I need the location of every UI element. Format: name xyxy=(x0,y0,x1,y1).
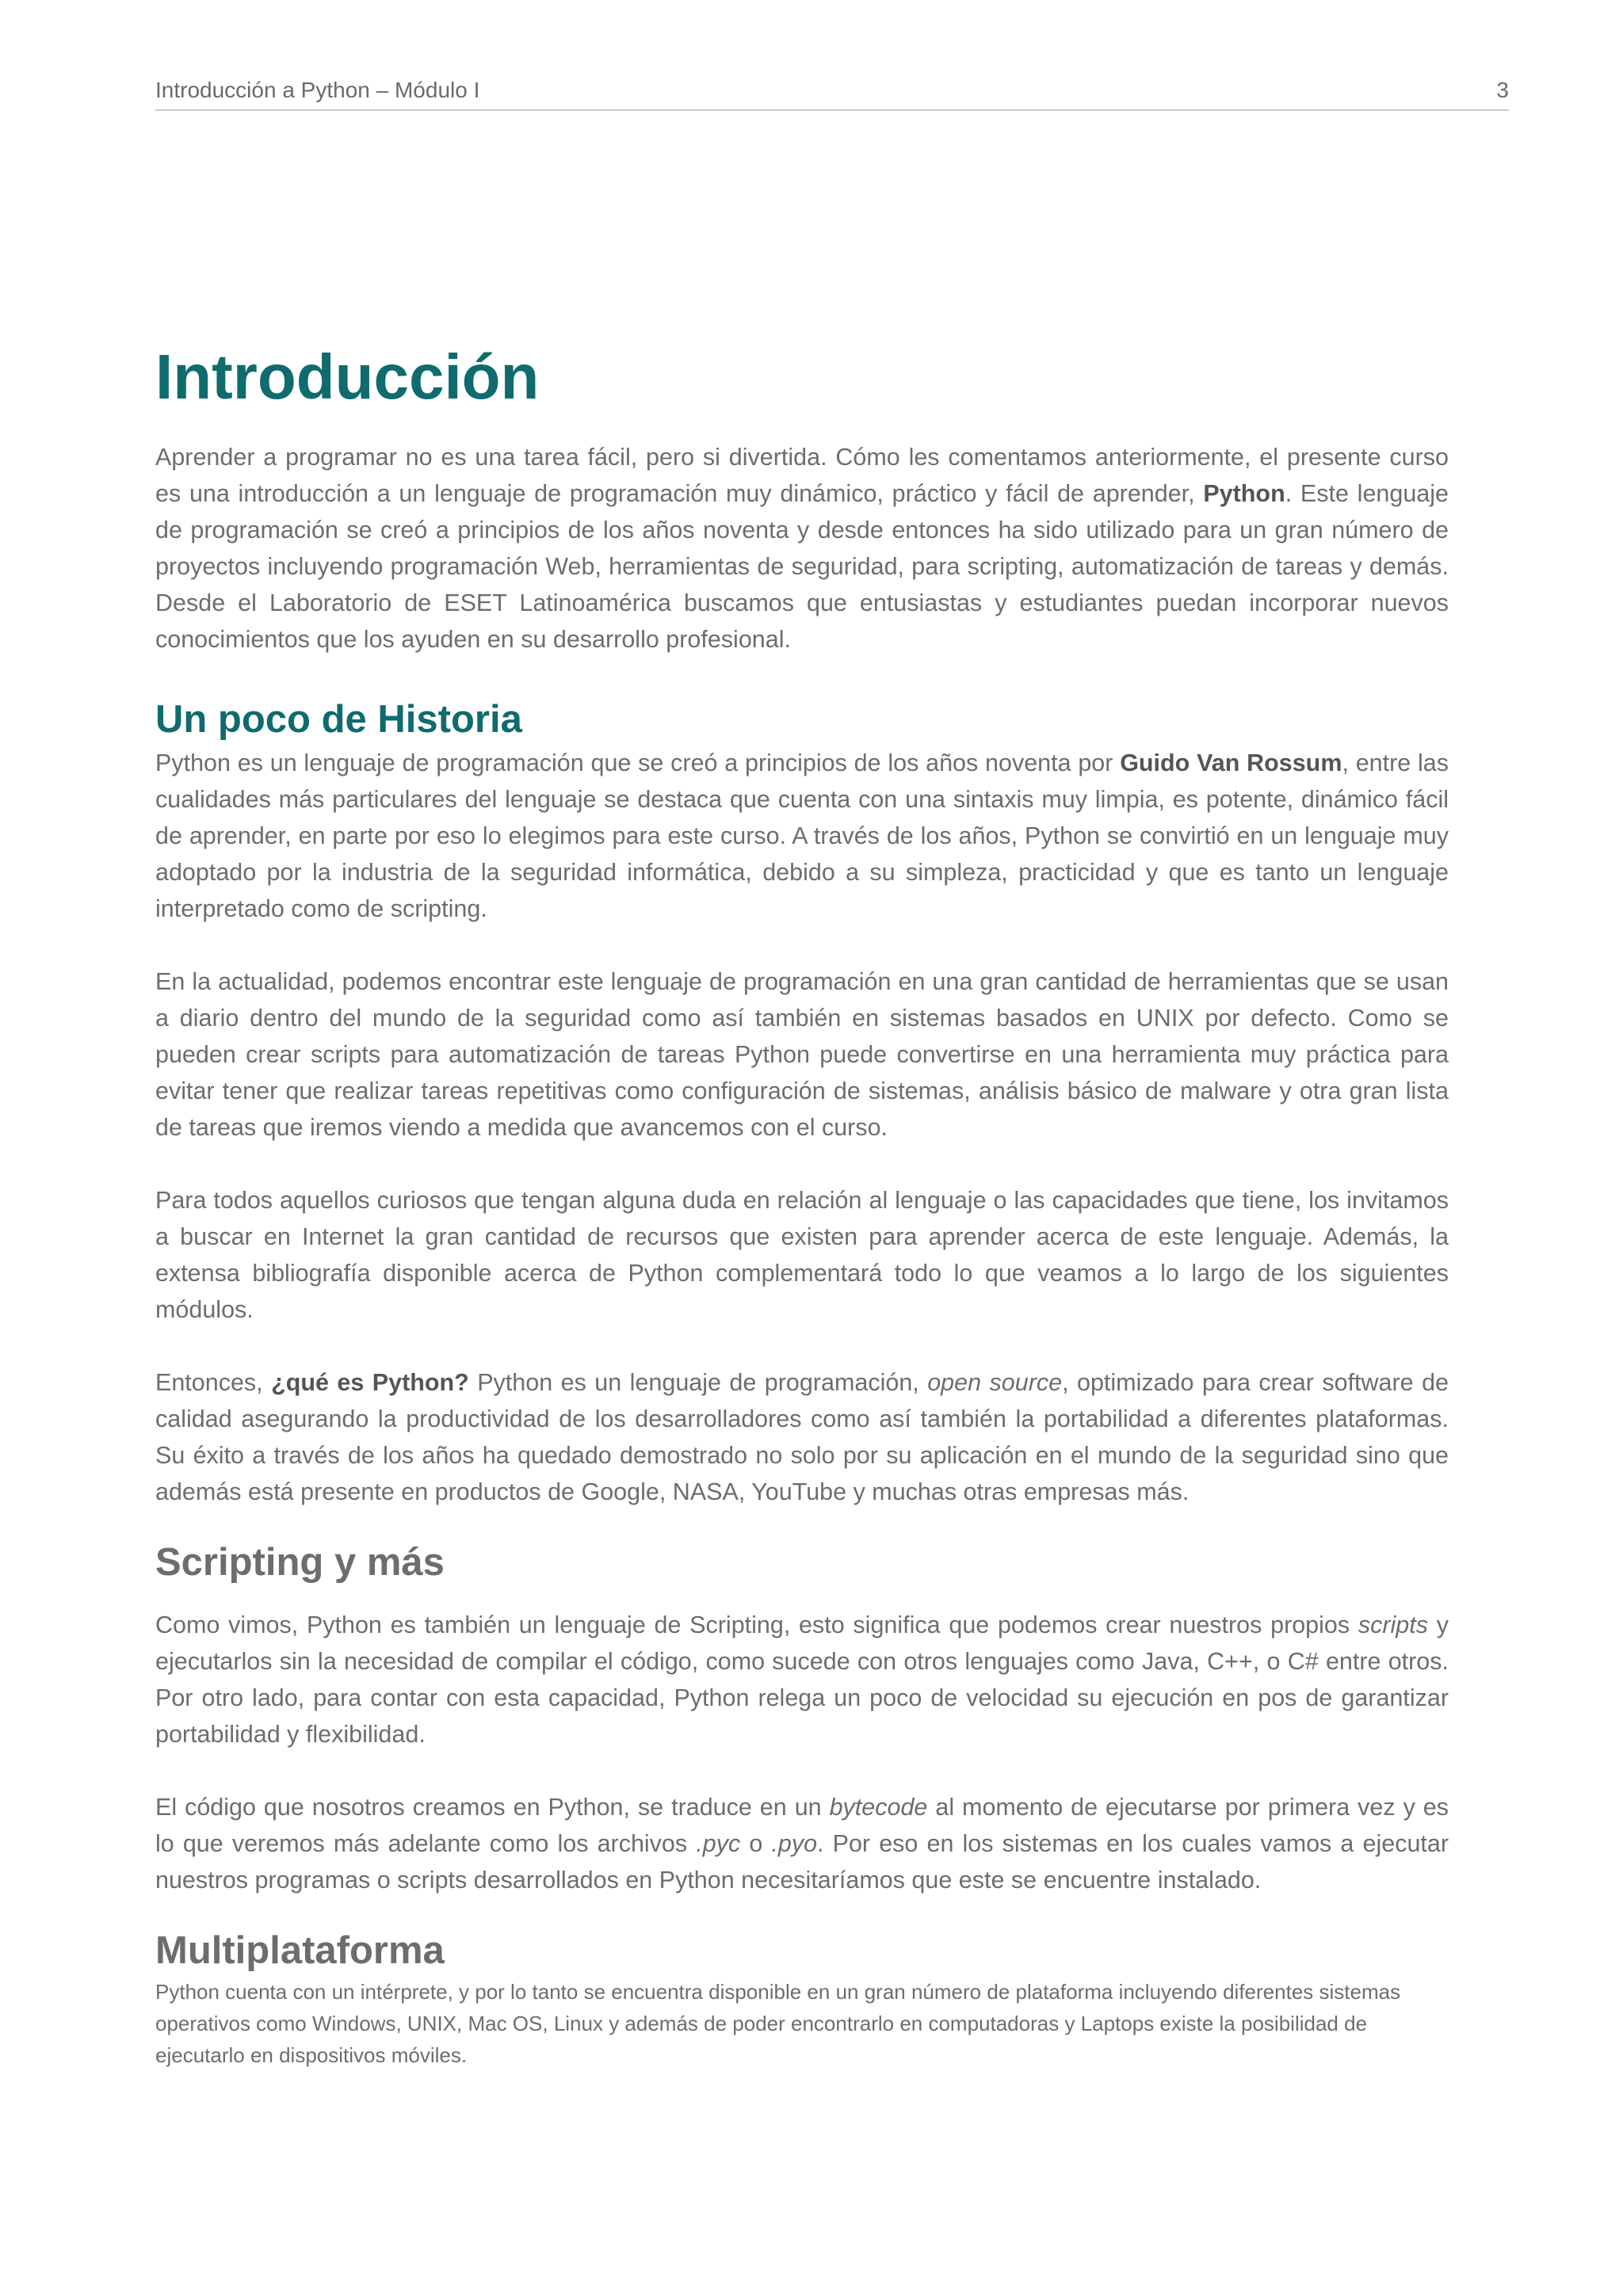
paragraph-historia-2: En la actualidad, podemos encontrar este lenguaje de programación en una gran cantidad de herramientas que se usan a diario dentro del mundo de la seguridad como así también en sistemas basados en UNIX por defecto. Como se pueden crear scripts para automatización de tareas Python puede convertirse en una herramienta muy práctica para evitar tener que realizar tareas repetitivas como configuración de sistemas, análisis básico de malware y otra gran lista de tareas que iremos viendo a medida que avancemos con el curso. xyxy=(155,968,1449,1141)
paragraph-multiplataforma: Python cuenta con un intérprete, y por lo tanto se encuentra disponible en un gran número de plataforma incluyendo diferentes sistemas operativos como Windows, UNIX, Mac OS, Linux y además de poder encontrarlo en computadoras y Laptops existe la posibilidad de ejecutarlo en dispositivos móviles. xyxy=(155,1980,1401,2067)
paragraph-historia-4: Entonces, ¿qué es Python? Python es un lenguaje de programación, open source, optimizado para crear software de calidad asegurando la productividad de los desarrolladores como así también la portabilidad a diferentes plataformas. Su éxito a través de los años ha quedado demostrado no solo por su aplicación en el mundo de la seguridad sino que además está presente en productos de Google, NASA, YouTube y muchas otras empresas más. xyxy=(155,1369,1449,1505)
section-heading-historia: Un poco de Historia xyxy=(155,698,522,741)
page-content xyxy=(155,333,1449,2071)
paragraph-scripting-1: Como vimos, Python es también un lenguaje de Scripting, esto significa que podemos crear nuestros propios scripts y ejecutarlos sin la necesidad de compilar el código, como sucede con otros lenguajes como Java, C++, o C# entre otros. Por otro lado, para contar con esta capacidad, Python relega un poco de velocidad su ejecución en pos de garantizar portabilidad y flexibilidad. xyxy=(155,1611,1449,1748)
page-header xyxy=(155,78,1509,111)
section-heading-introduccion: Introducción xyxy=(155,341,540,412)
paragraph-intro: Aprender a programar no es una tarea fácil, pero si divertida. Cómo les comentamos anteriormente, el presente curso es una introducción a un lenguaje de programación muy dinámico, práctico y fácil de aprender, Python. Este lenguaje de programación se creó a principios de los años noventa y desde entonces ha sido utilizado para un gran número de proyectos incluyendo programación Web, herramientas de seguridad, para scripting, automatización de tareas y demás. Desde el Laboratorio de ESET Latinoamérica buscamos que entusiastas y estudiantes puedan incorporar nuevos conocimientos que los ayuden en su desarrollo profesional. xyxy=(155,444,1449,653)
header-title: Introducción a Python – Módulo I xyxy=(155,78,480,102)
section-heading-scripting: Scripting y más xyxy=(155,1541,445,1584)
paragraph-scripting-2: El código que nosotros creamos en Python, se traduce en un bytecode al momento de ejecutarse por primera vez y es lo que veremos más adelante como los archivos .pyc o .pyo. Por eso en los sistemas en los cuales vamos a ejecutar nuestros programas o scripts desarrollados en Python necesitaríamos que este se encuentre instalado. xyxy=(155,1794,1449,1894)
page-number: 3 xyxy=(1496,78,1509,102)
section-heading-multiplataforma: Multiplataforma xyxy=(155,1929,445,1972)
paragraph-historia-3: Para todos aquellos curiosos que tengan alguna duda en relación al lenguaje o las capacidades que tiene, los invitamos a buscar en Internet la gran cantidad de recursos que existen para aprender acerca de este lenguaje. Además, la extensa bibliografía disponible acerca de Python complementará todo lo que veamos a lo largo de los siguientes módulos. xyxy=(155,1187,1449,1323)
paragraph-historia-1: Python es un lenguaje de programación que se creó a principios de los años noventa por Guido Van Rossum, entre las cualidades más particulares del lenguaje se destaca que cuenta con una sintaxis muy limpia, es potente, dinámico fácil de aprender, en parte por eso lo elegimos para este curso. A través de los años, Python se convirtió en un lenguaje muy adoptado por la industria de la seguridad informática, debido a su simpleza, practicidad y que es tanto un lenguaje interpretado como de scripting. xyxy=(155,749,1449,922)
